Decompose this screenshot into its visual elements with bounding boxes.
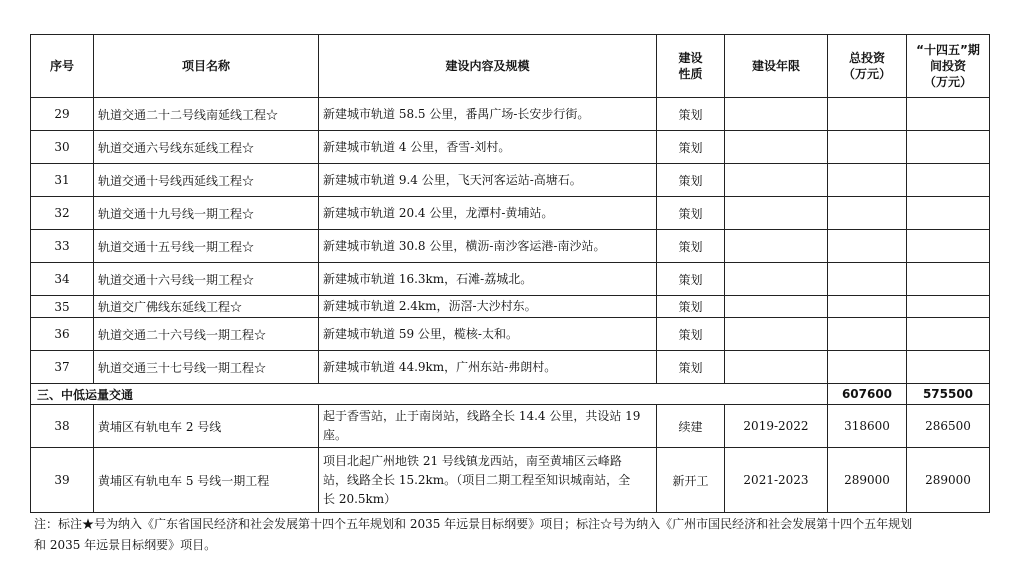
cell-name: 轨道交通三十七号线一期工程☆ bbox=[94, 351, 319, 384]
table-row bbox=[31, 230, 990, 263]
cell-name: 轨道交通二十六号线一期工程☆ bbox=[94, 318, 319, 351]
header-total-line2: （万元） bbox=[842, 67, 891, 81]
cell-five-year: 286500 bbox=[907, 405, 990, 448]
cell-total: 289000 bbox=[828, 448, 907, 513]
footnote bbox=[34, 514, 994, 556]
cell-nature: 策划 bbox=[657, 318, 725, 351]
table-row bbox=[31, 318, 990, 351]
cell-five-year bbox=[907, 296, 990, 318]
header-nature-line2: 性质 bbox=[678, 67, 703, 81]
cell-period bbox=[725, 197, 828, 230]
header-total-line1: 总投资 bbox=[848, 51, 885, 65]
header-name: 项目名称 bbox=[94, 35, 319, 98]
header-period: 建设年限 bbox=[725, 35, 828, 98]
cell-nature: 策划 bbox=[657, 197, 725, 230]
header-five-year bbox=[907, 35, 990, 98]
cell-seq: 36 bbox=[31, 318, 94, 351]
cell-seq: 30 bbox=[31, 131, 94, 164]
table-row bbox=[31, 296, 990, 318]
cell-seq: 37 bbox=[31, 351, 94, 384]
cell-total bbox=[828, 351, 907, 384]
cell-nature: 策划 bbox=[657, 230, 725, 263]
cell-content: 新建城市轨道 9.4 公里，飞天河客运站-高塘石。 bbox=[319, 164, 657, 197]
section-total: 607600 bbox=[828, 384, 907, 405]
cell-name: 黄埔区有轨电车 2 号线 bbox=[94, 405, 319, 448]
cell-five-year: 289000 bbox=[907, 448, 990, 513]
header-nature-line1: 建设 bbox=[678, 51, 703, 65]
cell-seq: 35 bbox=[31, 296, 94, 318]
cell-seq: 33 bbox=[31, 230, 94, 263]
cell-content: 新建城市轨道 30.8 公里，横沥-南沙客运港-南沙站。 bbox=[319, 230, 657, 263]
cell-seq: 38 bbox=[31, 405, 94, 448]
cell-period bbox=[725, 318, 828, 351]
table-row bbox=[31, 98, 990, 131]
cell-total: 318600 bbox=[828, 405, 907, 448]
cell-content bbox=[319, 405, 657, 448]
cell-nature: 新开工 bbox=[657, 448, 725, 513]
cell-five-year bbox=[907, 230, 990, 263]
cell-period bbox=[725, 351, 828, 384]
cell-name: 黄埔区有轨电车 5 号线一期工程 bbox=[94, 448, 319, 513]
section-five-year: 575500 bbox=[907, 384, 990, 405]
footnote-line: 注：标注★号为纳入《广东省国民经济和社会发展第十四个五年规划和 2035 年远景目标纲要》项目；标注☆号为纳入《广州市国民经济和社会发展第十四个五年规划 bbox=[34, 517, 913, 531]
cell-content: 新建城市轨道 2.4km，沥滘-大沙村东。 bbox=[319, 296, 657, 318]
cell-name: 轨道交通十九号线一期工程☆ bbox=[94, 197, 319, 230]
cell-content bbox=[319, 448, 657, 513]
cell-nature: 策划 bbox=[657, 296, 725, 318]
project-table bbox=[30, 34, 990, 513]
cell-total bbox=[828, 318, 907, 351]
table-row bbox=[31, 131, 990, 164]
cell-name: 轨道交通十六号线一期工程☆ bbox=[94, 263, 319, 296]
cell-name: 轨道交通二十二号线南延线工程☆ bbox=[94, 98, 319, 131]
cell-total bbox=[828, 296, 907, 318]
cell-content: 新建城市轨道 58.5 公里，番禺广场-长安步行街。 bbox=[319, 98, 657, 131]
header-nature bbox=[657, 35, 725, 98]
cell-period bbox=[725, 296, 828, 318]
cell-content: 新建城市轨道 4 公里，香雪-刘村。 bbox=[319, 131, 657, 164]
footnote-line: 和 2035 年远景目标纲要》项目。 bbox=[34, 538, 217, 552]
cell-nature: 策划 bbox=[657, 131, 725, 164]
header-content: 建设内容及规模 bbox=[319, 35, 657, 98]
cell-total bbox=[828, 197, 907, 230]
cell-period bbox=[725, 230, 828, 263]
cell-nature: 策划 bbox=[657, 351, 725, 384]
cell-nature: 策划 bbox=[657, 263, 725, 296]
header-five-line1: “十四五”期 bbox=[916, 43, 980, 57]
cell-seq: 39 bbox=[31, 448, 94, 513]
header-seq: 序号 bbox=[31, 35, 94, 98]
cell-five-year bbox=[907, 351, 990, 384]
table-row bbox=[31, 263, 990, 296]
table-row bbox=[31, 405, 990, 448]
cell-five-year bbox=[907, 131, 990, 164]
cell-nature: 续建 bbox=[657, 405, 725, 448]
cell-five-year bbox=[907, 197, 990, 230]
header-five-line3: （万元） bbox=[923, 75, 972, 89]
header-total bbox=[828, 35, 907, 98]
cell-name: 轨道交广佛线东延线工程☆ bbox=[94, 296, 319, 318]
cell-five-year bbox=[907, 164, 990, 197]
table-row bbox=[31, 197, 990, 230]
cell-nature: 策划 bbox=[657, 98, 725, 131]
cell-total bbox=[828, 263, 907, 296]
section-title: 三、中低运量交通 bbox=[31, 384, 828, 405]
table-header-row bbox=[31, 35, 990, 98]
cell-period bbox=[725, 131, 828, 164]
cell-content: 新建城市轨道 59 公里，榄核-太和。 bbox=[319, 318, 657, 351]
cell-total bbox=[828, 164, 907, 197]
cell-content-line: 座。 bbox=[323, 428, 348, 442]
cell-content: 新建城市轨道 44.9km，广州东站-弗朗村。 bbox=[319, 351, 657, 384]
cell-seq: 34 bbox=[31, 263, 94, 296]
cell-content-line: 长 20.5km） bbox=[323, 491, 397, 506]
cell-period: 2019-2022 bbox=[725, 405, 828, 448]
cell-period bbox=[725, 164, 828, 197]
cell-seq: 29 bbox=[31, 98, 94, 131]
cell-nature: 策划 bbox=[657, 164, 725, 197]
cell-content: 新建城市轨道 16.3km，石滩-荔城北。 bbox=[319, 263, 657, 296]
cell-total bbox=[828, 98, 907, 131]
header-five-line2: 间投资 bbox=[929, 59, 966, 73]
cell-content-line: 项目北起广州地铁 21 号线镇龙西站，南至黄埔区云峰路 bbox=[323, 453, 622, 468]
table-row bbox=[31, 164, 990, 197]
table-row bbox=[31, 351, 990, 384]
cell-name: 轨道交通十五号线一期工程☆ bbox=[94, 230, 319, 263]
section-row bbox=[31, 384, 990, 405]
cell-total bbox=[828, 230, 907, 263]
cell-name: 轨道交通六号线东延线工程☆ bbox=[94, 131, 319, 164]
cell-period: 2021-2023 bbox=[725, 448, 828, 513]
cell-name: 轨道交通十号线西延线工程☆ bbox=[94, 164, 319, 197]
cell-content-line: 起于香雪站，止于南岗站，线路全长 14.4 公里，共设站 19 bbox=[323, 409, 641, 423]
cell-seq: 31 bbox=[31, 164, 94, 197]
cell-five-year bbox=[907, 263, 990, 296]
cell-five-year bbox=[907, 98, 990, 131]
cell-total bbox=[828, 131, 907, 164]
cell-content: 新建城市轨道 20.4 公里，龙潭村-黄埔站。 bbox=[319, 197, 657, 230]
cell-five-year bbox=[907, 318, 990, 351]
cell-period bbox=[725, 263, 828, 296]
cell-period bbox=[725, 98, 828, 131]
table-row bbox=[31, 448, 990, 513]
cell-content-line: 站，线路全长 15.2km。（项目二期工程至知识城南站，全 bbox=[323, 472, 631, 487]
cell-seq: 32 bbox=[31, 197, 94, 230]
